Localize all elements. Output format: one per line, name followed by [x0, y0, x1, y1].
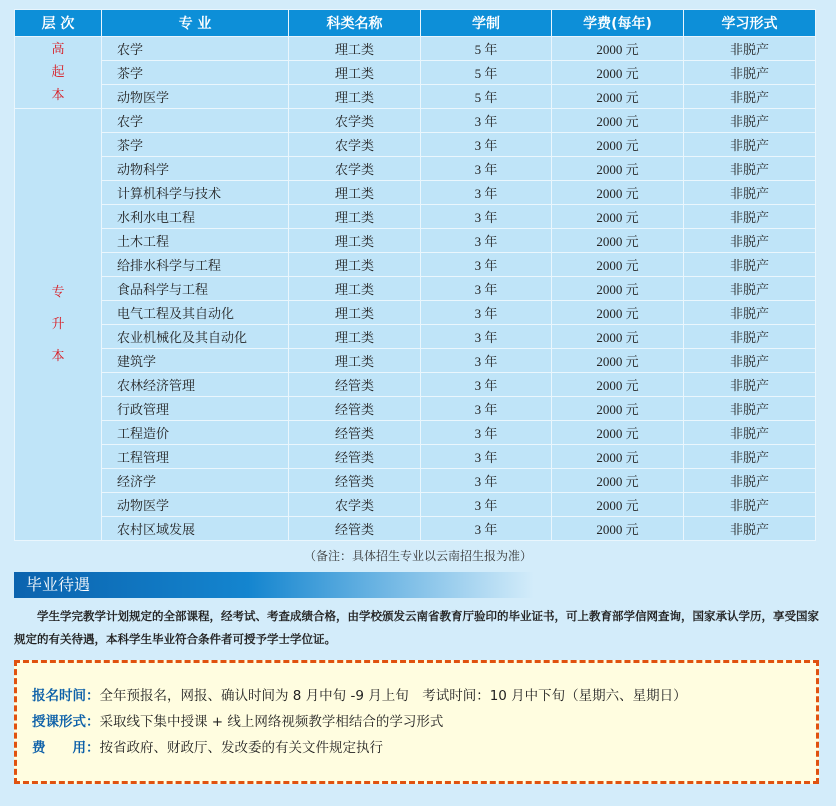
category-cell: 理工类: [289, 37, 421, 61]
major-cell: 给排水科学与工程: [102, 253, 289, 277]
category-cell: 经管类: [289, 373, 421, 397]
major-cell: 动物医学: [102, 85, 289, 109]
table-row: [15, 37, 816, 61]
duration-cell: 3 年: [421, 133, 552, 157]
tuition-cell: 2000 元: [552, 133, 684, 157]
tuition-cell: 2000 元: [552, 349, 684, 373]
major-cell: 工程管理: [102, 445, 289, 469]
category-cell: 理工类: [289, 325, 421, 349]
study-mode-cell: 非脱产: [684, 325, 816, 349]
category-cell: 农学类: [289, 133, 421, 157]
study-mode-cell: 非脱产: [684, 421, 816, 445]
category-cell: 经管类: [289, 397, 421, 421]
program-table: [14, 9, 816, 541]
study-mode-cell: 非脱产: [684, 205, 816, 229]
major-cell: 计算机科学与技术: [102, 181, 289, 205]
table-row: [15, 349, 816, 373]
duration-cell: 3 年: [421, 373, 552, 397]
table-row: [15, 205, 816, 229]
level-label: 高起本: [51, 41, 65, 103]
study-mode-cell: 非脱产: [684, 349, 816, 373]
study-mode-cell: 非脱产: [684, 493, 816, 517]
table-row: [15, 469, 816, 493]
info-label: 费 用：: [32, 740, 100, 756]
info-value: 按省政府、财政厅、发改委的有关文件规定执行: [99, 740, 383, 756]
major-cell: 经济学: [102, 469, 289, 493]
table-row: [15, 517, 816, 541]
category-cell: 理工类: [289, 277, 421, 301]
table-row: [15, 373, 816, 397]
note: （备注：具体招生专业以云南招生报为准）: [303, 549, 532, 563]
study-mode-cell: 非脱产: [684, 253, 816, 277]
major-cell: 水利水电工程: [102, 205, 289, 229]
tuition-cell: 2000 元: [552, 181, 684, 205]
major-cell: 农学: [102, 37, 289, 61]
study-mode-cell: 非脱产: [684, 61, 816, 85]
info-label: 授课形式：: [32, 714, 100, 730]
category-cell: 理工类: [289, 85, 421, 109]
duration-cell: 3 年: [421, 493, 552, 517]
study-mode-cell: 非脱产: [684, 373, 816, 397]
study-mode-cell: 非脱产: [684, 301, 816, 325]
tuition-cell: 2000 元: [552, 469, 684, 493]
tuition-cell: 2000 元: [552, 373, 684, 397]
major-cell: 农林经济管理: [102, 373, 289, 397]
table-row: [15, 325, 816, 349]
table-row: [15, 493, 816, 517]
major-cell: 茶学: [102, 133, 289, 157]
tuition-cell: 2000 元: [552, 421, 684, 445]
study-mode-cell: 非脱产: [684, 445, 816, 469]
tuition-cell: 2000 元: [552, 493, 684, 517]
duration-cell: 3 年: [421, 301, 552, 325]
info-row-registration: [32, 683, 816, 709]
category-cell: 理工类: [289, 61, 421, 85]
duration-cell: 3 年: [421, 253, 552, 277]
column-header: 专 业: [102, 10, 289, 37]
table-row: [15, 181, 816, 205]
study-mode-cell: 非脱产: [684, 277, 816, 301]
table-row: [15, 301, 816, 325]
major-cell: 农业机械化及其自动化: [102, 325, 289, 349]
category-cell: 理工类: [289, 253, 421, 277]
category-cell: 经管类: [289, 421, 421, 445]
duration-cell: 3 年: [421, 469, 552, 493]
duration-cell: 3 年: [421, 421, 552, 445]
duration-cell: 3 年: [421, 397, 552, 421]
tuition-cell: 2000 元: [552, 109, 684, 133]
table-row: [15, 253, 816, 277]
info-row-fees: [32, 735, 816, 761]
study-mode-cell: 非脱产: [684, 181, 816, 205]
major-cell: 土木工程: [102, 229, 289, 253]
duration-cell: 3 年: [421, 181, 552, 205]
study-mode-cell: 非脱产: [684, 133, 816, 157]
table-row: [15, 421, 816, 445]
tuition-cell: 2000 元: [552, 205, 684, 229]
column-header: 层 次: [15, 10, 102, 37]
category-cell: 经管类: [289, 469, 421, 493]
major-cell: 茶学: [102, 61, 289, 85]
tuition-cell: 2000 元: [552, 277, 684, 301]
duration-cell: 5 年: [421, 37, 552, 61]
study-mode-cell: 非脱产: [684, 109, 816, 133]
category-cell: 理工类: [289, 349, 421, 373]
table-row: [15, 133, 816, 157]
tuition-cell: 2000 元: [552, 301, 684, 325]
category-cell: 农学类: [289, 109, 421, 133]
major-cell: 动物医学: [102, 493, 289, 517]
major-cell: 农学: [102, 109, 289, 133]
duration-cell: 3 年: [421, 109, 552, 133]
column-header: 学费(每年): [552, 10, 684, 37]
table-row: [15, 229, 816, 253]
tuition-cell: 2000 元: [552, 229, 684, 253]
category-cell: 理工类: [289, 301, 421, 325]
major-cell: 电气工程及其自动化: [102, 301, 289, 325]
table-row: [15, 397, 816, 421]
info-value: 全年预报名，网报、确认时间为 8 月中旬 -9 月上旬 考试时间：10 月中下旬（星期六、星期日）: [99, 688, 687, 704]
study-mode-cell: 非脱产: [684, 469, 816, 493]
duration-cell: 5 年: [421, 61, 552, 85]
major-cell: 建筑学: [102, 349, 289, 373]
major-cell: 工程造价: [102, 421, 289, 445]
study-mode-cell: 非脱产: [684, 37, 816, 61]
duration-cell: 3 年: [421, 517, 552, 541]
tuition-cell: 2000 元: [552, 85, 684, 109]
table-row: [15, 277, 816, 301]
tuition-cell: 2000 元: [552, 517, 684, 541]
category-cell: 理工类: [289, 229, 421, 253]
category-cell: 经管类: [289, 517, 421, 541]
major-cell: 食品科学与工程: [102, 277, 289, 301]
category-cell: 理工类: [289, 205, 421, 229]
study-mode-cell: 非脱产: [684, 517, 816, 541]
tuition-cell: 2000 元: [552, 61, 684, 85]
duration-cell: 3 年: [421, 325, 552, 349]
info-box: [14, 660, 819, 784]
level-cell: [15, 109, 102, 541]
study-mode-cell: 非脱产: [684, 85, 816, 109]
category-cell: 农学类: [289, 493, 421, 517]
table-row: [15, 109, 816, 133]
duration-cell: 3 年: [421, 205, 552, 229]
table-row: [15, 445, 816, 469]
table-row: [15, 61, 816, 85]
table-row: [15, 157, 816, 181]
tuition-cell: 2000 元: [552, 253, 684, 277]
column-header: 学习形式: [684, 10, 816, 37]
tuition-cell: 2000 元: [552, 325, 684, 349]
study-mode-cell: 非脱产: [684, 229, 816, 253]
study-mode-cell: 非脱产: [684, 157, 816, 181]
duration-cell: 5 年: [421, 85, 552, 109]
level-label: 专升本: [51, 284, 65, 364]
table-row: [15, 85, 816, 109]
info-value: 采取线下集中授课 + 线上网络视频教学相结合的学习形式: [99, 714, 444, 730]
tuition-cell: 2000 元: [552, 397, 684, 421]
table-header: [15, 10, 816, 37]
tuition-cell: 2000 元: [552, 445, 684, 469]
duration-cell: 3 年: [421, 277, 552, 301]
info-label: 报名时间：: [32, 688, 100, 704]
section-title: 毕业待遇: [14, 572, 534, 598]
category-cell: 经管类: [289, 445, 421, 469]
study-mode-cell: 非脱产: [684, 397, 816, 421]
section-paragraph: 学生学完教学计划规定的全部课程，经考试、考查成绩合格，由学校颁发云南省教育厅验印的毕业证书，可上教育部学信网查询，国家承认学历，享受国家规定的有关待遇，本科学生毕业符合条件者可授予学士学位证。: [14, 609, 819, 646]
level-cell: [15, 37, 102, 109]
tuition-cell: 2000 元: [552, 157, 684, 181]
column-header: 科类名称: [289, 10, 421, 37]
category-cell: 农学类: [289, 157, 421, 181]
major-cell: 行政管理: [102, 397, 289, 421]
category-cell: 理工类: [289, 181, 421, 205]
duration-cell: 3 年: [421, 157, 552, 181]
duration-cell: 3 年: [421, 445, 552, 469]
info-row-teaching: [32, 709, 816, 735]
duration-cell: 3 年: [421, 229, 552, 253]
duration-cell: 3 年: [421, 349, 552, 373]
column-header: 学制: [421, 10, 552, 37]
major-cell: 农村区域发展: [102, 517, 289, 541]
major-cell: 动物科学: [102, 157, 289, 181]
tuition-cell: 2000 元: [552, 37, 684, 61]
